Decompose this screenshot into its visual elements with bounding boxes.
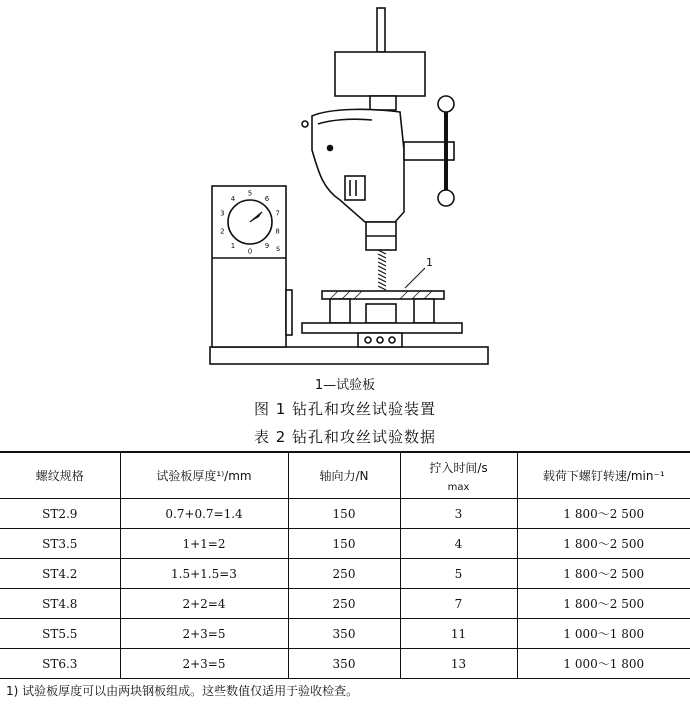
cell-speed: 1 000～1 800 bbox=[517, 649, 690, 679]
figure-legend: 1—试验板 bbox=[314, 378, 376, 393]
dial-number: 2 bbox=[220, 227, 225, 236]
dial-number: 1 bbox=[230, 242, 236, 250]
cell-time: 3 bbox=[400, 499, 517, 529]
header-plate-thickness: 试验板厚度¹⁾/mm bbox=[120, 452, 288, 499]
table-header-row bbox=[0, 452, 690, 499]
dial-number: 4 bbox=[230, 195, 236, 203]
dial-number: 3 bbox=[220, 209, 225, 218]
figure-title: 图 1 钻孔和攻丝试验装置 bbox=[253, 400, 437, 418]
cell-force: 350 bbox=[288, 649, 400, 679]
left-support bbox=[330, 299, 350, 323]
cell-force: 150 bbox=[288, 529, 400, 559]
cell-thickness: 1+1=2 bbox=[120, 529, 288, 559]
table-row bbox=[0, 559, 690, 589]
cell-force: 250 bbox=[288, 589, 400, 619]
dial-number: 8 bbox=[275, 227, 280, 236]
spindle-rod bbox=[377, 8, 385, 52]
center-block bbox=[366, 304, 396, 323]
cell-thickness: 1.5+1.5=3 bbox=[120, 559, 288, 589]
table-row bbox=[0, 499, 690, 529]
timer-cabinet-side bbox=[286, 290, 292, 335]
base-plate bbox=[210, 347, 488, 364]
cell-spec: ST2.9 bbox=[0, 499, 120, 529]
cell-spec: ST4.8 bbox=[0, 589, 120, 619]
callout-leader bbox=[405, 268, 425, 288]
cell-spec: ST6.3 bbox=[0, 649, 120, 679]
dial-number: 9 bbox=[264, 242, 270, 250]
header-driving-time-label: 拧入时间/s bbox=[429, 460, 488, 475]
screw-thread bbox=[378, 250, 386, 290]
cell-speed: 1 000～1 800 bbox=[517, 619, 690, 649]
cell-force: 250 bbox=[288, 559, 400, 589]
cell-speed: 1 800～2 500 bbox=[517, 499, 690, 529]
drilling-tapping-apparatus-drawing bbox=[200, 0, 500, 372]
handle-knob-bottom bbox=[438, 190, 454, 206]
cell-spec: ST3.5 bbox=[0, 529, 120, 559]
drill-body bbox=[312, 109, 404, 222]
cell-thickness: 0.7+0.7=1.4 bbox=[120, 499, 288, 529]
callout-number: 1 bbox=[426, 256, 433, 269]
table-row bbox=[0, 529, 690, 559]
drilling-tapping-data-table bbox=[0, 451, 690, 679]
cell-time: 4 bbox=[400, 529, 517, 559]
header-rotation-speed: 载荷下螺钉转速/min⁻¹ bbox=[517, 452, 690, 499]
cell-speed: 1 800～2 500 bbox=[517, 589, 690, 619]
cell-force: 350 bbox=[288, 619, 400, 649]
cell-time: 13 bbox=[400, 649, 517, 679]
header-thread-spec: 螺纹规格 bbox=[0, 452, 120, 499]
cell-thickness: 2+2=4 bbox=[120, 589, 288, 619]
table-row bbox=[0, 619, 690, 649]
cell-time: 5 bbox=[400, 559, 517, 589]
right-support bbox=[414, 299, 434, 323]
table-row bbox=[0, 589, 690, 619]
cell-speed: 1 800～2 500 bbox=[517, 529, 690, 559]
dial-number: 0 bbox=[247, 247, 253, 256]
dial-number: 5 bbox=[247, 189, 253, 198]
table-footnote: 1) 试验板厚度可以由两块钢板组成。这些数值仅适用于验收检查。 bbox=[6, 684, 359, 698]
header-driving-time bbox=[400, 452, 517, 499]
cell-spec: ST5.5 bbox=[0, 619, 120, 649]
dial-number: 6 bbox=[264, 195, 270, 203]
work-table bbox=[302, 323, 462, 333]
dial-number: 7 bbox=[275, 209, 280, 218]
cell-force: 150 bbox=[288, 499, 400, 529]
dial-unit: s bbox=[276, 244, 281, 253]
table-title: 表 2 钻孔和攻丝试验数据 bbox=[253, 428, 437, 446]
cell-thickness: 2+3=5 bbox=[120, 619, 288, 649]
cell-speed: 1 800～2 500 bbox=[517, 559, 690, 589]
cell-thickness: 2+3=5 bbox=[120, 649, 288, 679]
header-driving-time-sub: max bbox=[447, 481, 470, 493]
motor-block bbox=[335, 52, 425, 96]
cell-time: 11 bbox=[400, 619, 517, 649]
table-row bbox=[0, 649, 690, 679]
cell-spec: ST4.2 bbox=[0, 559, 120, 589]
handle-knob-top bbox=[438, 96, 454, 112]
header-axial-force: 轴向力/N bbox=[288, 452, 400, 499]
cell-time: 7 bbox=[400, 589, 517, 619]
